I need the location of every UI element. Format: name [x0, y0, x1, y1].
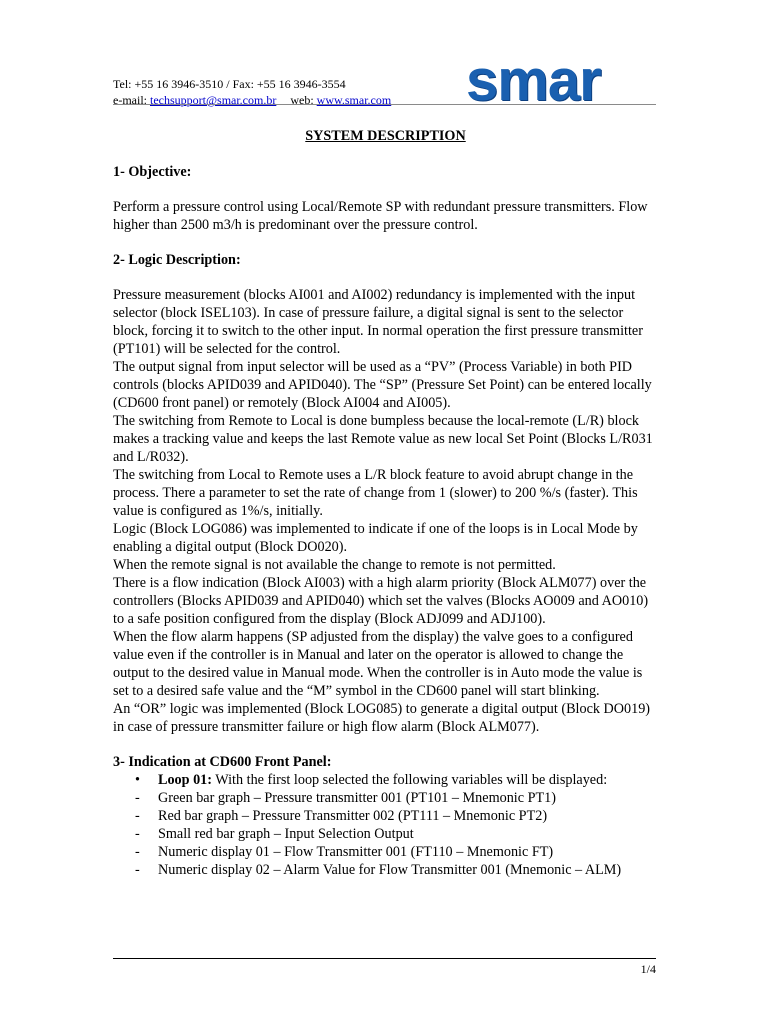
logic-paragraph: An “OR” logic was implemented (Block LOG085) to generate a digital output (Block DO019) in case of pressure transmitter failure or high flow alarm (Block ALM077). — [113, 701, 651, 735]
logo-wordmark: smar — [466, 48, 601, 113]
logic-paragraph: When the remote signal is not available the change to remote is not permitted. — [113, 557, 556, 573]
dash-marker: - — [135, 790, 140, 806]
logic-paragraph: The switching from Remote to Local is done bumpless because the local-remote (L/R) block makes a tracking value and keeps the last Remote value as new local Set Point (Blocks L/R031 and L/R032). — [113, 413, 653, 465]
email-web-line — [113, 92, 391, 108]
dash-marker: - — [135, 862, 140, 878]
logic-description — [113, 286, 658, 736]
logic-paragraph: The output signal from input selector will be used as a “PV” (Process Variable) in both PID controls (blocks APID039 and APID040). The “SP” (Pressure Set Point) can be entered locally (CD600 front panel) or remotely (Block AI004 and AI005). — [113, 359, 652, 411]
web-link[interactable]: www.smar.com — [316, 93, 392, 107]
web-label: web: — [290, 93, 317, 107]
tel-fax: Tel: +55 16 3946-3510 / Fax: +55 16 3946-3554 — [113, 77, 346, 91]
logic-paragraph: When the flow alarm happens (SP adjusted from the display) the valve goes to a configured value even if the controller is in Manual and later on the operator is allowed to change the output to the desired value in Manual mode. When the controller is in Auto mode the value is set to a desired safe value and the “M” symbol in the CD600 panel will start blinking. — [113, 629, 643, 699]
list-item — [113, 807, 658, 825]
objective-text: Perform a pressure control using Local/Remote SP with redundant pressure transmitters. Flow higher than 2500 m3/h is predominant over the pressure control. — [113, 199, 648, 233]
objective-heading: 1- Objective: — [113, 164, 192, 180]
footer-divider — [113, 958, 656, 959]
logic-paragraph: The switching from Local to Remote uses a L/R block feature to avoid abrupt change in the process. There a parameter to set the rate of change from 1 (slower) to 200 %/s (faster). This value is configured as 1%/s, initially. — [113, 467, 638, 519]
list-item-text: Numeric display 02 – Alarm Value for Flow Transmitter 001 (Mnemonic – ALM) — [158, 862, 622, 878]
list-item-text: Green bar graph – Pressure transmitter 001 (PT101 – Mnemonic PT1) — [158, 790, 556, 806]
list-item-text: Small red bar graph – Input Selection Output — [158, 826, 414, 842]
list-item — [113, 843, 658, 861]
page-number: 1/4 — [640, 962, 656, 976]
list-item-text: Red bar graph – Pressure Transmitter 002 (PT111 – Mnemonic PT2) — [158, 808, 548, 824]
loop-text: With the first loop selected the following variables will be displayed: — [212, 772, 608, 788]
document-title: SYSTEM DESCRIPTION — [305, 128, 466, 144]
email-label: e-mail: — [113, 93, 150, 107]
logic-paragraph: There is a flow indication (Block AI003) with a high alarm priority (Block ALM077) over the controllers (Blocks APID039 and APID040) which set the valves (Blocks AO009 and AO010) to a safe position configured from the display (Block ADJ099 and ADJ100). — [113, 575, 649, 627]
list-item — [113, 825, 658, 843]
bullet-marker: • — [135, 772, 140, 788]
smar-logo — [466, 48, 654, 113]
list-item — [113, 861, 658, 879]
list-item-text: Numeric display 01 – Flow Transmitter 001 (FT110 – Mnemonic FT) — [158, 844, 554, 860]
dash-marker: - — [135, 844, 140, 860]
dash-marker: - — [135, 808, 140, 824]
logic-paragraph: Logic (Block LOG086) was implemented to indicate if one of the loops is in Local Mode by enabling a digital output (Block DO020). — [113, 521, 638, 555]
logic-heading: 2- Logic Description: — [113, 252, 241, 268]
email-link[interactable]: techsupport@smar.com.br — [149, 93, 277, 107]
indication-list — [113, 771, 658, 879]
list-item-loop — [113, 771, 658, 789]
list-item — [113, 789, 658, 807]
dash-marker: - — [135, 826, 140, 842]
indication-heading: 3- Indication at CD600 Front Panel: — [113, 754, 332, 770]
loop-label: Loop 01: — [158, 772, 212, 788]
header-divider — [113, 104, 656, 105]
logic-paragraph: Pressure measurement (blocks AI001 and AI002) redundancy is implemented with the input selector (block ISEL103). In case of pressure failure, a digital signal is sent to the selector block, forcing it to switch to the other input. In normal operation the first pressure transmitter (PT101) will be selected for the control. — [113, 287, 643, 357]
document-body — [113, 127, 658, 879]
